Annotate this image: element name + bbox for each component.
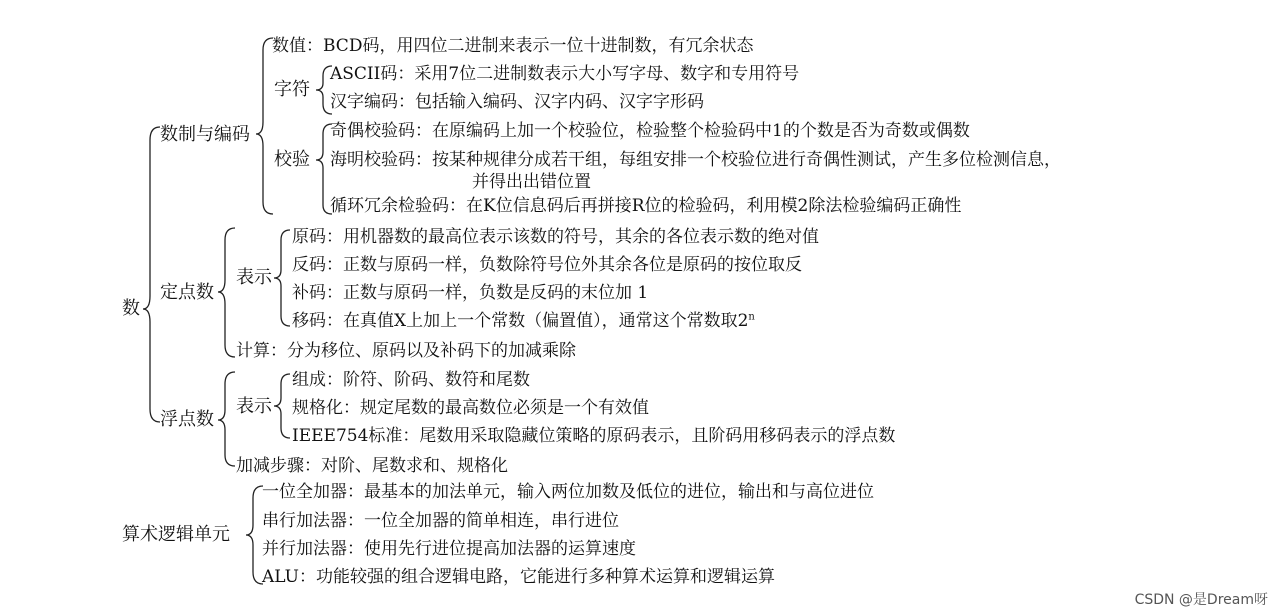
dingdian-biaoshi-node: 表示: [236, 267, 272, 288]
yuanma-line: 原码：用机器数的最高位表示该数的符号，其余的各位表示数的绝对值: [292, 227, 819, 247]
xunhuan-line: 循环冗余检验码：在K位信息码后再拼接R位的检验码，利用模2除法检验编码正确性: [330, 196, 962, 216]
jisuan-line: 计算：分为移位、原码以及补码下的加减乘除: [236, 341, 576, 361]
alu-brace: [246, 486, 263, 584]
alu-group-node: 算术逻辑单元: [122, 524, 230, 545]
shuzhi-node: 数制与编码: [160, 124, 250, 145]
dingdian-biaoshi-brace: [274, 230, 290, 326]
zifu-node: 字符: [274, 79, 310, 100]
buma-line: 补码：正数与原码一样，负数是反码的末位加 1: [292, 283, 649, 303]
fudian-brace: [218, 372, 235, 466]
jiaoyan-node: 校验: [274, 149, 310, 170]
root-brace: [143, 127, 160, 422]
bingxing-line: 并行加法器：使用先行进位提高加法器的运算速度: [262, 539, 636, 559]
ieee-line: IEEE754标准：尾数用采取隐藏位策略的原码表示，且阶码用移码表示的浮点数: [292, 426, 896, 446]
fudian-biaoshi-brace: [274, 374, 290, 438]
yima-text: 移码：在真值X上加上一个常数（偏置值），通常这个常数取2: [292, 311, 749, 331]
fanma-line: 反码：正数与原码一样，负数除符号位外其余各位是原码的按位取反: [292, 255, 802, 275]
jiajian-line: 加减步骤：对阶、尾数求和、规格化: [236, 456, 508, 476]
shuzhi-line: 数值：BCD码，用四位二进制来表示一位十进制数，有冗余状态: [272, 36, 754, 56]
fudian-node: 浮点数: [160, 409, 214, 430]
shuzhi-brace: [256, 38, 273, 214]
yima-line: [292, 311, 755, 331]
root-node: 数: [122, 298, 140, 319]
haiming-line-1: 海明校验码：按某种规律分成若干组，每组安排一个校验位进行奇偶性测试，产生多位检测信息，: [330, 150, 1061, 170]
dingdian-brace: [218, 228, 235, 357]
alu-line: ALU：功能较强的组合逻辑电路，它能进行多种算术运算和逻辑运算: [262, 567, 775, 587]
zucheng-line: 组成：阶符、阶码、数符和尾数: [292, 370, 530, 390]
haiming-line-2: 并得出出错位置: [472, 172, 591, 192]
quanjia-line: 一位全加器：最基本的加法单元，输入两位加数及低位的进位，输出和与高位进位: [262, 482, 874, 502]
watermark: CSDN @是Dream呀: [1134, 592, 1268, 608]
qiou-line: 奇偶校验码：在原编码上加一个校验位，检验整个检验码中1的个数是否为奇数或偶数: [330, 121, 970, 141]
fudian-biaoshi-node: 表示: [236, 396, 272, 417]
dingdian-node: 定点数: [160, 282, 214, 303]
chuanxing-line: 串行加法器：一位全加器的简单相连，串行进位: [262, 511, 619, 531]
yima-superscript: n: [748, 311, 755, 323]
hanzi-line: 汉字编码：包括输入编码、汉字内码、汉字字形码: [330, 92, 704, 112]
ascii-line: ASCII码：采用7位二进制数表示大小写字母、数字和专用符号: [330, 64, 800, 84]
guigehua-line: 规格化：规定尾数的最高数位必须是一个有效值: [292, 398, 649, 418]
